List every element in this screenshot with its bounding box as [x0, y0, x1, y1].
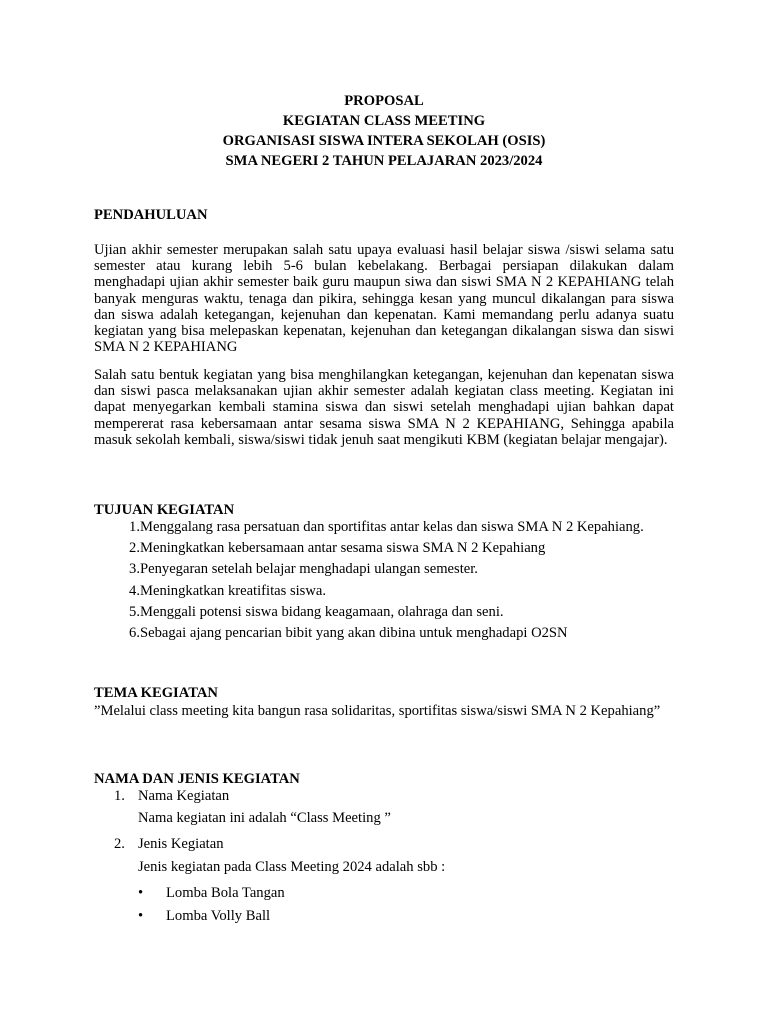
list-number: 2. [114, 836, 125, 853]
intro-paragraph-2: Salah satu bentuk kegiatan yang bisa menghilangkan ketegangan, kejenuhan dan kepenatan siswa dan siswi pasca melaksanakan ujian akhir semester adalah kegiatan class meeting. Kegiatan ini dapat menyegarkan kembali stamina siswa dan siswi setelah menghadapi ujian bahkan dapat mempererat rasa kebersamaan antar sesama siswa SMA N 2 KEPAHIANG, Sehingga apabila masuk sekolah kembali, siswa/siswi tidak jenuh saat mengikuti KBM (kegiatan belajar mengajar). [94, 367, 674, 448]
title-line: KEGIATAN CLASS MEETING [282, 113, 486, 129]
activity-heading: NAMA DAN JENIS KEGIATAN [94, 771, 300, 787]
list-number: 4. [129, 582, 140, 599]
list-number: 3. [129, 561, 140, 578]
theme-heading: TEMA KEGIATAN [94, 685, 218, 701]
intro-paragraph-1: Ujian akhir semester merupakan salah satu upaya evaluasi hasil belajar siswa /siswi selama satu semester atau kurang lebih 5-6 bulan kebelakang. Berbagai persiapan dilakukan dalam menghadapi ujian akhir semester baik guru maupun siwa dan siswi SMA N 2 KEPAHIANG telah banyak menguras waktu, tenaga dan pikira, sehingga kesan yang muncul dikalangan para siswa dan siswa adalah ketegangan, kejenuhan dan kepenatan. Kami memandang perlu adanya suatu kegiatan yang bisa melepaskan kepenatan, kejenuhan dan ketegangan dikalangan siswa dan siswi SMA N 2 KEPAHIANG [94, 242, 674, 356]
bullet-text: Lomba Bola Tangan [166, 884, 285, 901]
list-item [94, 519, 674, 535]
activity-name-desc: Nama kegiatan ini adalah “Class Meeting ” [138, 810, 391, 827]
intro-heading: PENDAHULUAN [94, 207, 208, 223]
list-text: Meningkatkan kreatifitas siswa. [140, 582, 327, 599]
bullet-item [138, 885, 674, 901]
activity-type-desc: Jenis kegiatan pada Class Meeting 2024 adalah sbb : [138, 858, 446, 875]
theme-text: ”Melalui class meeting kita bangun rasa solidaritas, sportifitas siswa/siswi SMA N 2 Kepahiang” [94, 703, 661, 719]
activity-type-label: Jenis Kegiatan [138, 836, 224, 853]
list-item [94, 540, 674, 556]
list-item [94, 604, 674, 620]
list-item [94, 583, 674, 599]
activity-bullet-list [138, 885, 674, 924]
list-number: 5. [129, 603, 140, 620]
activity-name-label: Nama Kegiatan [138, 788, 230, 804]
bullet-icon: • [138, 884, 144, 901]
goals-heading: TUJUAN KEGIATAN [94, 502, 235, 518]
list-number: 1. [129, 519, 140, 535]
bullet-text: Lomba Volly Ball [166, 908, 271, 925]
list-item [94, 625, 674, 641]
bullet-icon: • [138, 908, 144, 925]
goals-list [94, 519, 674, 646]
list-text: Meningkatkan kebersamaan antar sesama siswa SMA N 2 Kepahiang [140, 540, 546, 557]
list-text: Menggalang rasa persatuan dan sportifitas antar kelas dan siswa SMA N 2 Kepahiang. [140, 519, 644, 535]
document-title [0, 91, 768, 171]
list-text: Sebagai ajang pencarian bibit yang akan dibina untuk menghadapi O2SN [140, 625, 568, 642]
bullet-item [138, 908, 674, 924]
list-number: 6. [129, 625, 140, 642]
list-number: 1. [114, 788, 125, 804]
list-number: 2. [129, 540, 140, 557]
list-item [94, 561, 674, 577]
list-item [94, 836, 674, 924]
title-line: PROPOSAL [344, 93, 424, 109]
list-text: Menggali potensi siswa bidang keagamaan, olahraga dan seni. [140, 603, 504, 620]
list-text: Penyegaran setelah belajar menghadapi ulangan semester. [140, 561, 478, 578]
title-line: SMA NEGERI 2 TAHUN PELAJARAN 2023/2024 [225, 153, 543, 169]
list-item [94, 788, 674, 826]
activity-list [94, 788, 674, 931]
title-line: ORGANISASI SISWA INTERA SEKOLAH (OSIS) [222, 133, 546, 149]
